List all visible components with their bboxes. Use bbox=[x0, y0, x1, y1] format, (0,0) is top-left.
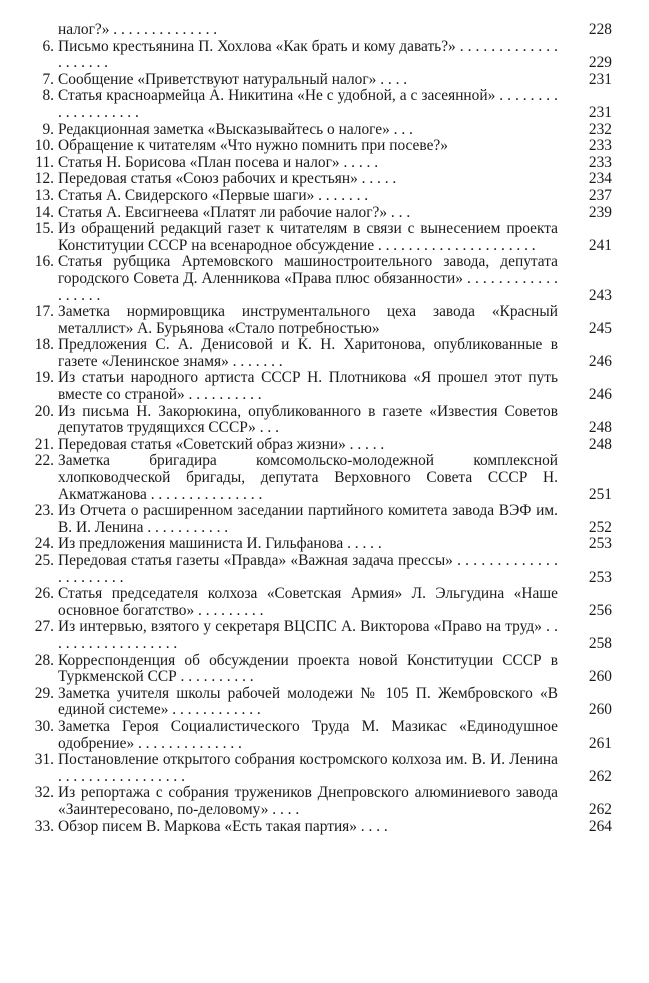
toc-entry bbox=[0, 819, 649, 836]
entry-page: 234 bbox=[588, 170, 612, 188]
entry-page: 262 bbox=[588, 800, 612, 818]
entry-title: Передовая статья «Советский образ жизни» . . . . . bbox=[58, 435, 385, 453]
entry-number: 23. bbox=[34, 502, 54, 520]
entry-title: Предложения С. А. Денисовой и К. Н. Харитонова, опубликованные в газете «Ленинское знамя» . . . . . . . bbox=[58, 336, 558, 370]
entry-number: 29. bbox=[34, 684, 54, 702]
entry-page: 228 bbox=[588, 21, 612, 38]
toc-entry bbox=[0, 619, 649, 652]
entry-title: Редакционная заметка «Высказывайтесь о налоге» . . . bbox=[58, 120, 413, 138]
toc-entry bbox=[0, 221, 649, 254]
entry-number: 8. bbox=[42, 87, 54, 105]
entry-page: 260 bbox=[588, 701, 612, 719]
entry-page: 246 bbox=[588, 352, 612, 370]
entry-number: 27. bbox=[34, 618, 54, 636]
entry-title: Статья Н. Борисова «План посева и налог» . . . . . bbox=[58, 153, 379, 171]
toc-entry bbox=[0, 453, 649, 503]
entry-number: 17. bbox=[34, 303, 54, 321]
entry-page: 232 bbox=[588, 120, 612, 138]
toc-entry bbox=[0, 437, 649, 454]
toc-entry bbox=[0, 72, 649, 89]
toc-entry bbox=[0, 586, 649, 619]
toc-entry bbox=[0, 370, 649, 403]
entry-number: 30. bbox=[34, 717, 54, 735]
toc-entry bbox=[0, 653, 649, 686]
entry-number: 18. bbox=[34, 336, 54, 354]
entry-title: Постановление открытого собрания костромского колхоза им. В. И. Ленина . . . . . . . . . . . . . . . . . bbox=[58, 751, 558, 785]
entry-number: 33. bbox=[34, 817, 54, 835]
entry-page: 233 bbox=[588, 137, 612, 155]
entry-title: Статья рубщика Артемовского машиностроительного завода, депутата городского Совета Д. Аленникова «Права плюс обязанности» . . . . . . . . . . . . . . . . . . bbox=[58, 253, 558, 304]
entry-page: 264 bbox=[588, 817, 612, 835]
entry-page: 253 bbox=[588, 568, 612, 586]
entry-number: 14. bbox=[34, 203, 54, 221]
entry-number: 19. bbox=[34, 369, 54, 387]
entry-number: 21. bbox=[34, 435, 54, 453]
entry-number: 9. bbox=[42, 120, 54, 138]
entry-page: 241 bbox=[588, 236, 612, 254]
entry-number: 25. bbox=[34, 552, 54, 569]
toc-entry bbox=[0, 254, 649, 304]
entry-number: 10. bbox=[34, 137, 54, 155]
entry-title: Письмо крестьянина П. Хохлова «Как брать и кому давать?» . . . . . . . . . . . . . . . . . . . . bbox=[58, 37, 558, 72]
entry-page: 233 bbox=[588, 153, 612, 171]
entry-number: 13. bbox=[34, 186, 54, 204]
entry-number: 12. bbox=[34, 170, 54, 188]
toc-entry bbox=[0, 155, 649, 172]
entry-page: 251 bbox=[588, 485, 612, 503]
entry-title: Статья А. Евсигнеева «Платят ли рабочие налог?» . . . bbox=[58, 203, 411, 221]
entry-title: Заметка Героя Социалистического Труда М. Мазикас «Единодушное одобрение» . . . . . . . . . . . . . . bbox=[58, 717, 558, 752]
entry-page: 237 bbox=[588, 186, 612, 204]
entry-page: 229 bbox=[588, 54, 612, 72]
entry-number: 24. bbox=[34, 535, 54, 553]
entry-title: Из статьи народного артиста СССР Н. Плотникова «Я прошел этот путь вместе со страной» . . . . . . . . . . bbox=[58, 369, 558, 404]
table-of-contents bbox=[0, 22, 649, 835]
entry-title: Из репортажа с собрания тружеников Днепровского алюминиевого завода «Заинтересовано, по-деловому» . . . . bbox=[58, 784, 558, 818]
entry-page: 243 bbox=[588, 286, 612, 304]
toc-entry bbox=[0, 304, 649, 337]
toc-entry bbox=[0, 686, 649, 719]
entry-title: Статья А. Свидерского «Первые шаги» . . . . . . . bbox=[58, 186, 369, 204]
toc-entry bbox=[0, 752, 649, 785]
toc-entry bbox=[0, 122, 649, 139]
entry-title: Статья председателя колхоза «Советская Армия» Л. Эльгудина «Наше основное богатство» . . . . . . . . . bbox=[58, 585, 558, 619]
toc-entry bbox=[0, 22, 649, 39]
entry-title: Статья красноармейца А. Никитина «Не с удобной, а с засеянной» . . . . . . . . . . . . . . . . . . . bbox=[58, 87, 558, 121]
toc-entry bbox=[0, 171, 649, 188]
entry-page: 253 bbox=[588, 535, 612, 553]
toc-entry bbox=[0, 536, 649, 553]
entry-number: 22. bbox=[34, 452, 54, 470]
entry-title: Обзор писем В. Маркова «Есть такая партия» . . . . bbox=[58, 817, 388, 835]
entry-title: Обращение к читателям «Что нужно помнить при посеве?» bbox=[58, 137, 448, 155]
toc-entry bbox=[0, 188, 649, 205]
entry-title: Из предложения машиниста И. Гильфанова . . . . . bbox=[58, 535, 382, 553]
entry-page: 231 bbox=[588, 70, 612, 88]
entry-title: Заметка учителя школы рабочей молодежи № 105 П. Жембровского «В единой системе» . . . . . . . . . . . . bbox=[58, 684, 558, 719]
entry-number: 16. bbox=[34, 253, 54, 271]
entry-page: 248 bbox=[588, 435, 612, 453]
entry-number: 15. bbox=[34, 220, 54, 238]
entry-page: 248 bbox=[588, 419, 612, 437]
entry-title: Из интервью, взятого у секретаря ВЦСПС А. Викторова «Право на труд» . . . . . . . . . . . . . . . . . . bbox=[58, 618, 558, 652]
entry-number: 26. bbox=[34, 585, 54, 603]
entry-number: 31. bbox=[34, 751, 54, 769]
entry-title: Из Отчета о расширенном заседании партийного комитета завода ВЭФ им. В. И. Ленина . . . . . . . . . . . bbox=[58, 502, 558, 536]
entry-page: 262 bbox=[588, 767, 612, 785]
toc-entry bbox=[0, 719, 649, 752]
entry-page: 252 bbox=[588, 518, 612, 536]
entry-page: 239 bbox=[588, 203, 612, 221]
entry-page: 261 bbox=[588, 734, 612, 752]
entry-title: Заметка нормировщика инструментального цеха завода «Красный металлист» А. Бурьянова «Стало потребностью» bbox=[58, 303, 558, 337]
entry-number: 28. bbox=[34, 651, 54, 669]
entry-page: 246 bbox=[588, 386, 612, 404]
entry-title: налог?» . . . . . . . . . . . . . . bbox=[58, 21, 218, 38]
entry-number: 11. bbox=[35, 153, 54, 171]
entry-title: Корреспонденция об обсуждении проекта новой Конституции СССР в Туркменской ССР . . . . . . . . . . bbox=[58, 651, 558, 686]
entry-number: 7. bbox=[42, 70, 54, 88]
entry-title: Передовая статья газеты «Правда» «Важная задача прессы» . . . . . . . . . . . . . . . . . . . . . . bbox=[58, 552, 558, 586]
toc-entry bbox=[0, 205, 649, 222]
entry-title: Из письма Н. Закорюкина, опубликованного в газете «Известия Советов депутатов трудящихся СССР» . . . bbox=[58, 402, 558, 437]
toc-entry bbox=[0, 337, 649, 370]
entry-title: Заметка бригадира комсомольско-молодежной комплексной хлопководческой бригады, депутата Верховного Совета СССР Н. Акматжанова . . . . . . . . . . . . . . . bbox=[58, 452, 558, 503]
toc-entry bbox=[0, 404, 649, 437]
entry-number: 6. bbox=[42, 37, 54, 55]
entry-page: 231 bbox=[588, 103, 612, 121]
toc-entry bbox=[0, 39, 649, 72]
entry-title: Сообщение «Приветствуют натуральный налог» . . . . bbox=[58, 70, 408, 88]
toc-entry bbox=[0, 553, 649, 586]
entry-page: 245 bbox=[588, 319, 612, 337]
entry-title: Из обращений редакций газет к читателям в связи с вынесением проекта Конституции СССР на всенародное обсуждение . . . . . . . . . . . . . . . . . . . . . bbox=[58, 220, 558, 254]
entry-page: 258 bbox=[588, 634, 612, 652]
entry-title: Передовая статья «Союз рабочих и крестьян» . . . . . bbox=[58, 170, 397, 188]
entry-page: 256 bbox=[588, 601, 612, 619]
entry-number: 20. bbox=[34, 402, 54, 420]
toc-entry bbox=[0, 138, 649, 155]
entry-number: 32. bbox=[34, 784, 54, 802]
entry-page: 260 bbox=[588, 668, 612, 686]
toc-entry bbox=[0, 503, 649, 536]
toc-entry bbox=[0, 785, 649, 818]
toc-entry bbox=[0, 88, 649, 121]
